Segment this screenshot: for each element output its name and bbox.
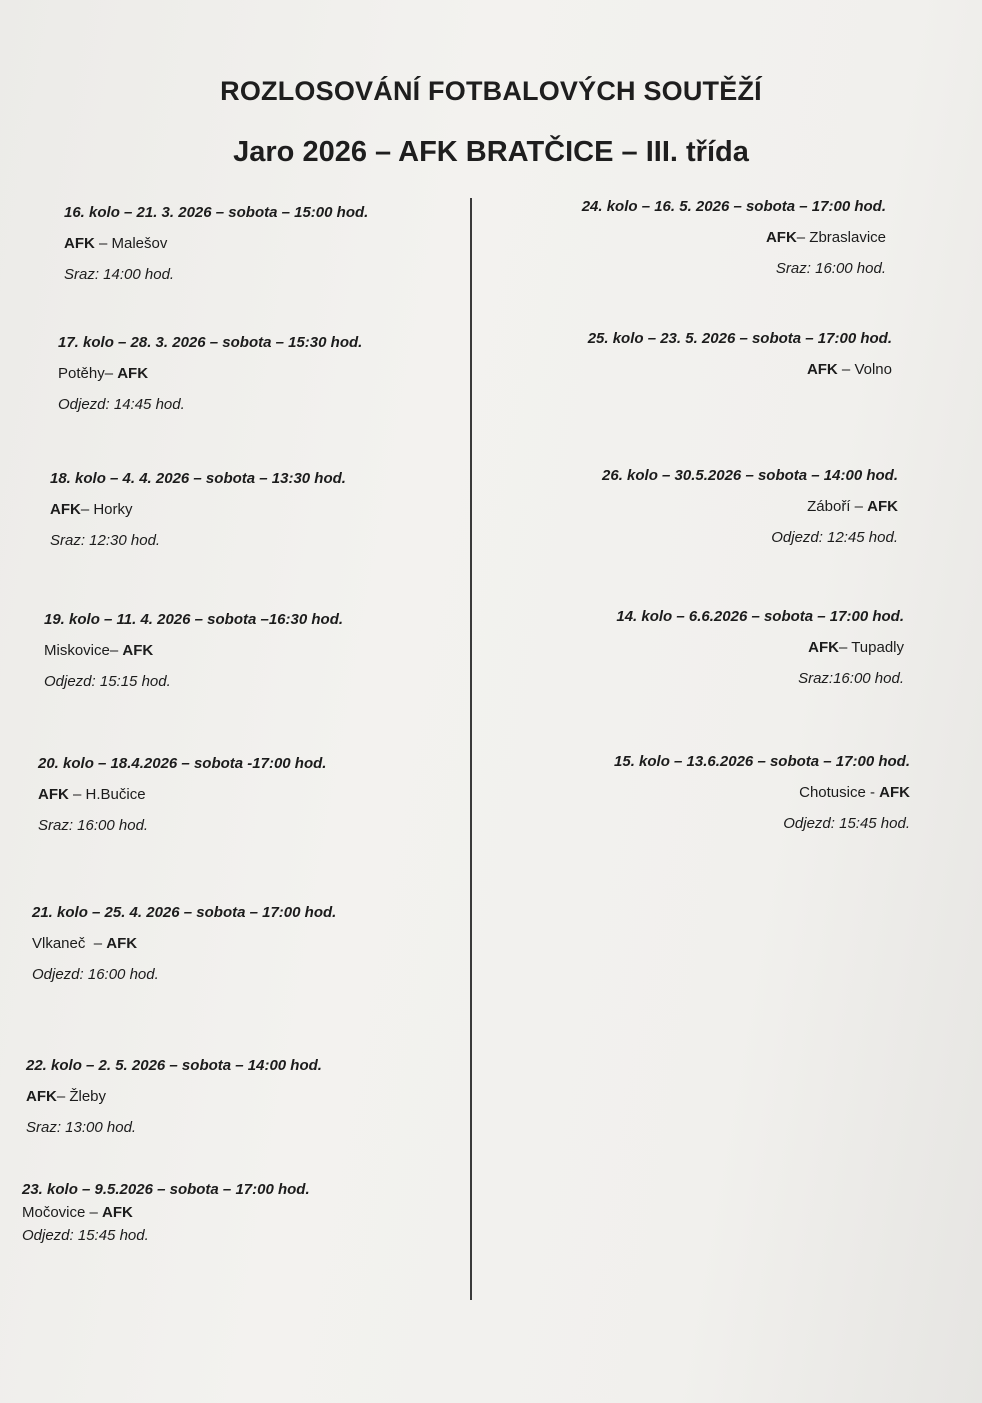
match-teams — [490, 784, 910, 801]
away-team: AFK — [867, 498, 898, 515]
match-block — [64, 204, 484, 283]
home-team: Záboří — [807, 498, 851, 515]
match-block — [44, 611, 464, 690]
team-separator: – — [56, 1088, 70, 1105]
match-round: 14. kolo – 6.6.2026 – sobota – 17:00 hod. — [616, 608, 904, 625]
meeting-time: Sraz:16:00 hod. — [798, 670, 904, 687]
document-subtitle: Jaro 2026 – AFK BRATČICE – III. třída — [233, 136, 749, 168]
team-separator: – — [837, 361, 855, 378]
team-separator: – — [80, 501, 94, 518]
match-teams — [466, 229, 886, 246]
away-team: Volno — [854, 361, 892, 378]
meeting-time: Sraz: 13:00 hod. — [26, 1119, 137, 1136]
home-team: AFK — [806, 361, 838, 378]
home-team: AFK — [50, 501, 81, 518]
match-block — [484, 608, 904, 687]
home-team: Miskovice — [44, 642, 110, 659]
match-teams — [478, 498, 898, 515]
team-separator: – — [104, 365, 118, 382]
home-team: AFK — [38, 786, 69, 803]
team-separator: – — [850, 498, 868, 515]
match-block — [26, 1057, 446, 1136]
match-round: 19. kolo – 11. 4. 2026 – sobota –16:30 hod. — [44, 611, 344, 628]
match-round: 24. kolo – 16. 5. 2026 – sobota – 17:00 hod. — [581, 198, 886, 215]
match-teams — [22, 1204, 442, 1221]
meeting-time: Odjezd: 12:45 hod. — [771, 529, 898, 546]
match-teams — [50, 501, 470, 518]
away-team: AFK — [879, 784, 910, 801]
meeting-time: Odjezd: 14:45 hod. — [58, 396, 185, 413]
home-team: Chotusice — [799, 784, 866, 801]
match-block — [50, 470, 470, 549]
home-team: AFK — [64, 235, 95, 252]
meeting-time: Sraz: 12:30 hod. — [50, 532, 161, 549]
team-separator: – — [85, 935, 107, 952]
home-team: AFK — [26, 1088, 57, 1105]
match-round: 16. kolo – 21. 3. 2026 – sobota – 15:00 hod. — [64, 204, 369, 221]
match-teams — [58, 365, 478, 382]
match-round: 15. kolo – 13.6.2026 – sobota – 17:00 hod. — [614, 753, 910, 770]
match-round: 22. kolo – 2. 5. 2026 – sobota – 14:00 hod. — [26, 1057, 322, 1074]
match-block — [472, 330, 892, 378]
match-block — [478, 467, 898, 546]
match-round: 26. kolo – 30.5.2026 – sobota – 14:00 hod. — [602, 467, 898, 484]
match-block — [22, 1181, 442, 1244]
match-block — [490, 753, 910, 832]
match-block — [38, 755, 458, 834]
meeting-time: Sraz: 14:00 hod. — [64, 266, 175, 283]
match-teams — [38, 786, 458, 803]
team-separator: – — [94, 235, 112, 252]
meeting-time: Odjezd: 15:15 hod. — [44, 673, 171, 690]
meeting-time: Odjezd: 15:45 hod. — [783, 815, 910, 832]
home-team: AFK — [765, 229, 797, 246]
away-team: Žleby — [69, 1088, 107, 1105]
document-title: ROZLOSOVÁNÍ FOTBALOVÝCH SOUTĚŽÍ — [220, 76, 762, 106]
home-team: Vlkaneč — [32, 935, 86, 952]
match-round: 21. kolo – 25. 4. 2026 – sobota – 17:00 hod. — [32, 904, 337, 921]
away-team: Horky — [93, 501, 133, 518]
away-team: AFK — [122, 642, 154, 659]
home-team: AFK — [808, 639, 839, 656]
away-team: Zbraslavice — [809, 229, 886, 246]
meeting-time: Sraz: 16:00 hod. — [775, 260, 886, 277]
meeting-time: Odjezd: 16:00 hod. — [32, 966, 159, 983]
meeting-time: Odjezd: 15:45 hod. — [22, 1227, 149, 1244]
away-team: Malešov — [111, 235, 168, 252]
match-round: 25. kolo – 23. 5. 2026 – sobota – 17:00 hod. — [587, 330, 892, 347]
team-separator: - — [865, 784, 880, 801]
match-round: 17. kolo – 28. 3. 2026 – sobota – 15:30 hod. — [58, 334, 363, 351]
away-team: AFK — [102, 1204, 133, 1221]
team-separator: – — [109, 642, 123, 659]
team-separator: – — [68, 786, 86, 803]
match-teams — [484, 639, 904, 656]
match-teams — [64, 235, 484, 252]
team-separator: – — [796, 229, 810, 246]
match-block — [58, 334, 478, 413]
match-block — [466, 198, 886, 277]
home-team: Potěhy — [58, 365, 105, 382]
match-teams — [32, 935, 452, 952]
team-separator: – — [85, 1204, 103, 1221]
match-round: 20. kolo – 18.4.2026 – sobota -17:00 hod. — [38, 755, 327, 772]
meeting-time: Sraz: 16:00 hod. — [38, 817, 149, 834]
match-round: 18. kolo – 4. 4. 2026 – sobota – 13:30 hod. — [50, 470, 346, 487]
away-team: AFK — [117, 365, 149, 382]
away-team: H.Bučice — [85, 786, 146, 803]
away-team: Tupadly — [851, 639, 904, 656]
match-block — [32, 904, 452, 983]
match-round: 23. kolo – 9.5.2026 – sobota – 17:00 hod. — [22, 1181, 310, 1198]
away-team: AFK — [106, 935, 138, 952]
match-teams — [472, 361, 892, 378]
home-team: Močovice — [22, 1204, 86, 1221]
match-teams — [44, 642, 464, 659]
team-separator: – — [838, 639, 852, 656]
match-teams — [26, 1088, 446, 1105]
